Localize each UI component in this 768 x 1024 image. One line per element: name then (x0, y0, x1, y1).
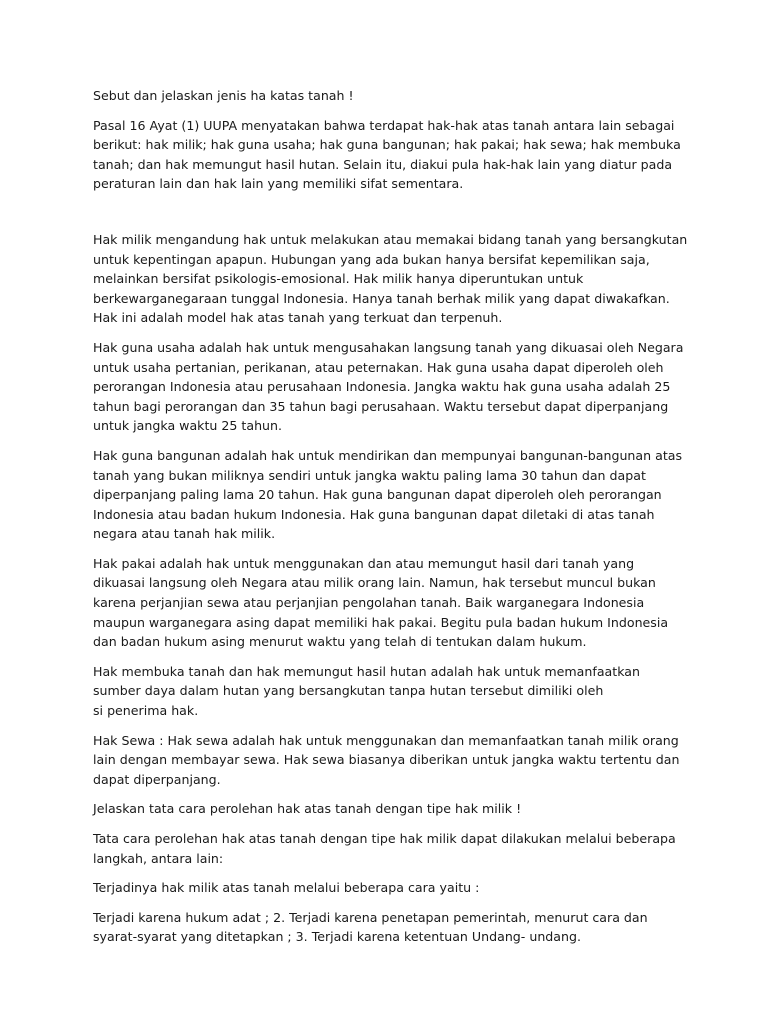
text-line: tahun bagi perorangan dan 35 tahun bagi perusahaan. Waktu tersebut dapat diperpanjang (93, 398, 669, 414)
text-line: Indonesia atau badan hukum Indonesia. Hak guna bangunan dapat diletaki di atas tanah (93, 506, 655, 522)
text-line: tanah; dan hak memungut hasil hutan. Selain itu, diakui pula hak-hak lain yang diatur pada (93, 156, 673, 172)
text-line: Terjadi karena hukum adat ; 2. Terjadi karena penetapan pemerintah, menurut cara dan (93, 909, 648, 925)
text-line: Jelaskan tata cara perolehan hak atas tanah dengan tipe hak milik ! (93, 801, 522, 817)
text-line: Hak ini adalah model hak atas tanah yang terkuat dan terpenuh. (93, 310, 503, 326)
text-line: negara atau tanah hak milik. (93, 526, 276, 542)
text-line: si penerima hak. (93, 703, 199, 719)
text-line: berkewarganegaraan tunggal Indonesia. Hanya tanah berhak milik yang dapat diwakafkan. (93, 290, 670, 306)
second-question-heading (93, 799, 683, 819)
text-line: maupun warganegara asing dapat memiliki hak pakai. Begitu pula badan hukum Indonesia (93, 614, 669, 630)
text-line: dikuasai langsung oleh Negara atau milik orang lain. Namun, hak tersebut muncul bukan (93, 575, 656, 591)
hak-sewa-paragraph (93, 731, 683, 790)
text-line: Hak membuka tanah dan hak memungut hasil hutan adalah hak untuk memanfaatkan (93, 663, 640, 679)
hak-guna-usaha-paragraph (93, 338, 683, 436)
intro-paragraph (93, 116, 683, 194)
text-line: tanah yang bukan miliknya sendiri untuk jangka waktu paling lama 30 tahun dan dapat (93, 467, 646, 483)
text-line: syarat-syarat yang ditetapkan ; 3. Terjadi karena ketentuan Undang- undang. (93, 929, 581, 945)
text-line: untuk usaha pertanian, perikanan, atau peternakan. Hak guna usaha dapat diperoleh oleh (93, 359, 664, 375)
text-line: perorangan Indonesia atau perusahaan Indonesia. Jangka waktu hak guna usaha adalah 25 (93, 379, 671, 395)
text-line: berikut: hak milik; hak guna usaha; hak guna bangunan; hak pakai; hak sewa; hak membuka (93, 137, 681, 153)
text-line: Hak milik mengandung hak untuk melakukan atau memakai bidang tanah yang bersangkutan (93, 231, 688, 247)
question-heading (93, 86, 683, 106)
hak-pakai-paragraph (93, 554, 683, 652)
text-line: lain dengan membayar sewa. Hak sewa biasanya diberikan untuk jangka waktu tertentu dan (93, 752, 680, 768)
text-line: sumber daya dalam hutan yang bersangkutan tanpa hutan tersebut dimiliki oleh (93, 683, 604, 699)
text-line: Sebut dan jelaskan jenis ha katas tanah ! (93, 88, 354, 103)
text-line: Hak pakai adalah hak untuk menggunakan dan atau memungut hasil dari tanah yang (93, 555, 635, 571)
tata-cara-paragraph (93, 829, 683, 868)
text-line: Hak Sewa : Hak sewa adalah hak untuk menggunakan dan memanfaatkan tanah milik orang (93, 732, 679, 748)
text-line: Pasal 16 Ayat (1) UUPA menyatakan bahwa terdapat hak-hak atas tanah antara lain sebagai (93, 117, 675, 133)
text-line: melainkan bersifat psikologis-emosional. Hak milik hanya diperuntukan untuk (93, 271, 584, 287)
text-line: untuk kepentingan apapun. Hubungan yang ada bukan hanya bersifat kepemilikan saja, (93, 251, 650, 267)
text-line: untuk jangka waktu 25 tahun. (93, 418, 283, 434)
hak-milik-paragraph (93, 230, 688, 328)
text-line: karena perjanjian sewa atau perjanjian pengolahan tanah. Baik warganegara Indonesia (93, 595, 645, 611)
cara-list-paragraph (93, 908, 683, 947)
text-line: langkah, antara lain: (93, 850, 224, 866)
text-line: dapat diperpanjang. (93, 771, 221, 787)
text-line: dan badan hukum asing menurut waktu yang telah di tentukan dalam hukum. (93, 634, 587, 650)
document-body (93, 86, 688, 957)
text-line: peraturan lain dan hak lain yang memiliki sifat sementara. (93, 176, 464, 192)
text-line: Tata cara perolehan hak atas tanah dengan tipe hak milik dapat dilakukan melalui beberapa (93, 831, 676, 846)
text-line: diperpanjang paling lama 20 tahun. Hak guna bangunan dapat diperoleh oleh perorangan (93, 487, 662, 503)
text-line: Hak guna bangunan adalah hak untuk mendirikan dan mempunyai bangunan-bangunan atas (93, 447, 683, 463)
terjadinya-paragraph (93, 878, 683, 898)
hak-membuka-tanah-paragraph (93, 662, 683, 721)
hak-guna-bangunan-paragraph (93, 446, 683, 544)
text-line: Hak guna usaha adalah hak untuk mengusahakan langsung tanah yang dikuasai oleh Negara (93, 339, 684, 355)
text-line: Terjadinya hak milik atas tanah melalui beberapa cara yaitu : (93, 880, 480, 896)
